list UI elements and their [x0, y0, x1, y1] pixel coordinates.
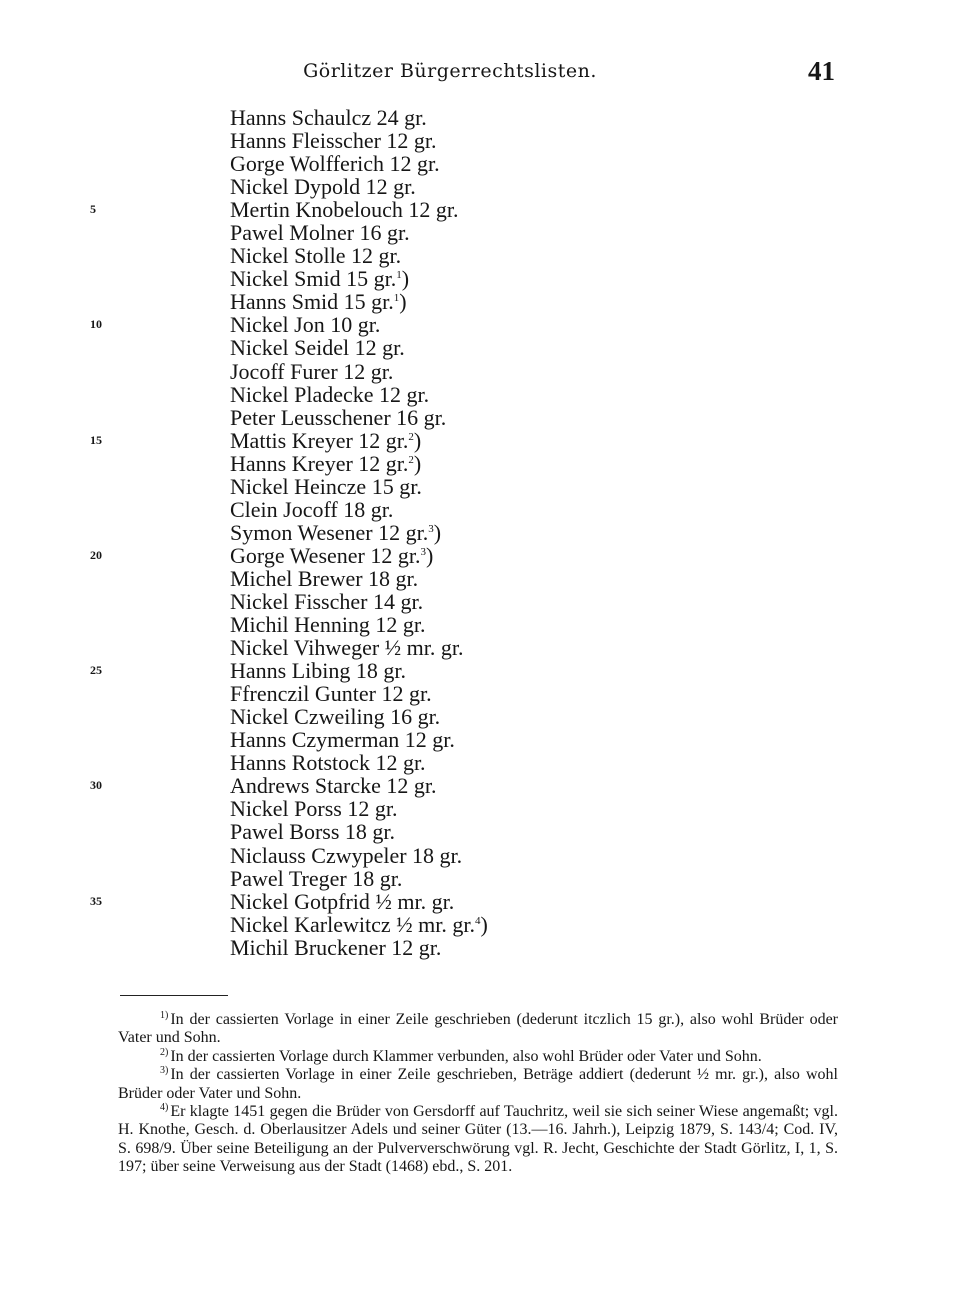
entry-name-amount: Clein Jocoff 18 gr.	[230, 496, 394, 522]
entry-text	[230, 544, 433, 567]
entry-name-amount: Hanns Libing 18 gr.	[230, 658, 406, 684]
entry-name-amount: Nickel Smid 15 gr.	[230, 266, 397, 292]
entry-name-amount: Michil Bruckener 12 gr.	[230, 934, 442, 960]
entry-text	[230, 682, 432, 705]
citizen-list	[0, 106, 960, 959]
running-head: Görlitzer Bürgerrechtslisten.	[303, 60, 597, 82]
page-number: 41	[808, 56, 835, 86]
list-item	[0, 659, 960, 682]
footnote-paren: )	[401, 266, 410, 292]
footnote-text: In der cassierten Vorlage in einer Zeile geschrieben, Beträge addiert (dederunt ½ mr. gr.), also wohl Brüder oder Vater und Sohn.	[118, 1066, 838, 1102]
list-item	[0, 475, 960, 498]
footnote-text: In der cassierten Vorlage in einer Zeile geschrieben (dederunt itczlich 15 gr.), also wohl Brüder oder Vater und Sohn.	[118, 1011, 838, 1047]
list-item	[0, 198, 960, 221]
list-item	[0, 244, 960, 267]
entry-name-amount: Hanns Schaulcz 24 gr.	[230, 105, 427, 130]
list-item	[0, 383, 960, 406]
entry-text	[230, 221, 410, 244]
entry-name-amount: Nickel Stolle 12 gr.	[230, 243, 402, 269]
entry-text	[230, 774, 437, 797]
list-item	[0, 728, 960, 751]
entry-text	[230, 890, 454, 913]
footnote-ref: 3	[420, 545, 426, 558]
footnote	[118, 1048, 838, 1066]
entry-name-amount: Gorge Wesener 12 gr.	[230, 542, 421, 568]
entry-text	[230, 244, 401, 267]
footnote-paren: )	[413, 450, 422, 476]
entry-text	[230, 383, 429, 406]
entry-name-amount: Nickel Pladecke 12 gr.	[230, 381, 430, 407]
list-item	[0, 567, 960, 590]
list-item	[0, 936, 960, 959]
footnote	[118, 1103, 838, 1177]
footnote-paren: )	[433, 519, 442, 545]
entry-text	[230, 867, 402, 890]
list-item	[0, 797, 960, 820]
entry-text	[230, 705, 440, 728]
list-item	[0, 429, 960, 452]
footnote-paren: )	[480, 911, 488, 937]
entry-text	[230, 360, 393, 383]
footnote-ref: 2	[408, 453, 414, 466]
list-item	[0, 498, 960, 521]
entry-text	[230, 198, 459, 221]
footnote-paren: )	[399, 289, 407, 315]
entry-text	[230, 797, 397, 820]
list-item	[0, 705, 960, 728]
entry-name-amount: Nickel Dypold 12 gr.	[230, 174, 416, 200]
list-item	[0, 129, 960, 152]
list-item	[0, 106, 960, 129]
entry-name-amount: Hanns Smid 15 gr.	[230, 289, 394, 315]
entry-text	[230, 913, 488, 936]
line-number: 10	[90, 317, 102, 332]
entry-text	[230, 290, 407, 313]
entry-text	[230, 659, 406, 682]
entry-text	[230, 175, 416, 198]
list-item	[0, 267, 960, 290]
list-item	[0, 175, 960, 198]
entry-name-amount: Nickel Gotpfrid ½ mr. gr.	[230, 888, 455, 914]
entry-name-amount: Symon Wesener 12 gr.	[230, 519, 429, 545]
entry-name-amount: Jocoff Furer 12 gr.	[230, 358, 394, 384]
list-item	[0, 406, 960, 429]
entry-name-amount: Andrews Starcke 12 gr.	[230, 773, 437, 799]
entry-text	[230, 106, 427, 129]
entry-name-amount: Hanns Kreyer 12 gr.	[230, 450, 409, 476]
list-item	[0, 820, 960, 843]
entry-name-amount: Hanns Fleisscher 12 gr.	[230, 128, 437, 154]
entry-text	[230, 936, 441, 959]
entry-name-amount: Nickel Karlewitcz ½ mr. gr.	[230, 911, 475, 937]
entry-text	[230, 636, 464, 659]
entry-text	[230, 613, 426, 636]
entry-text	[230, 590, 423, 613]
footnote	[118, 1011, 838, 1048]
entry-name-amount: Peter Leusschener 16 gr.	[230, 404, 447, 430]
list-item	[0, 336, 960, 359]
list-item	[0, 774, 960, 797]
entry-name-amount: Nickel Porss 12 gr.	[230, 796, 398, 822]
entry-text	[230, 129, 437, 152]
page-header	[0, 56, 960, 90]
entry-name-amount: Michel Brewer 18 gr.	[230, 565, 419, 591]
entry-text	[230, 498, 393, 521]
list-item	[0, 152, 960, 175]
entry-text	[230, 336, 405, 359]
entry-name-amount: Nickel Fisscher 14 gr.	[230, 588, 424, 614]
entry-text	[230, 751, 426, 774]
footnote-divider	[120, 995, 228, 996]
entry-name-amount: Nickel Jon 10 gr.	[230, 312, 381, 338]
entry-name-amount: Hanns Czymerman 12 gr.	[230, 727, 455, 753]
entry-text	[230, 267, 409, 290]
entry-text	[230, 452, 421, 475]
entry-name-amount: Nickel Czweiling 16 gr.	[230, 704, 441, 730]
list-item	[0, 751, 960, 774]
entry-name-amount: Pawel Treger 18 gr.	[230, 865, 403, 891]
entry-name-amount: Niclauss Czwypeler 18 gr.	[230, 842, 463, 868]
entry-name-amount: Nickel Seidel 12 gr.	[230, 335, 405, 361]
footnotes	[118, 1011, 838, 1177]
list-item	[0, 452, 960, 475]
entry-name-amount: Nickel Heincze 15 gr.	[230, 473, 422, 499]
footnote-paren: )	[425, 542, 434, 568]
entry-name-amount: Nickel Vihweger ½ mr. gr.	[230, 635, 464, 661]
entry-text	[230, 844, 462, 867]
entry-name-amount: Mattis Kreyer 12 gr.	[230, 427, 409, 453]
list-item	[0, 636, 960, 659]
footnote-ref: 2	[408, 430, 414, 443]
footnote	[118, 1066, 838, 1103]
footnote-text: Er klagte 1451 gegen die Brüder von Gersdorff auf Tauchritz, weil sie sich seiner Wiese angemaßt; vgl. H. Knothe, Gesch. d. Oberlausitzer Adels und seiner Güter (13.—16. Jahrh.), Leipzig 1879, S. 143/4; Cod. IV, S. 698/9. Über seine Beteiligung an der Pulververschwörung vgl. R. Jecht, Geschichte der Stadt Görlitz, I, 1, S. 197; über seine Verweisung aus der Stadt (1468) ebd., S. 201.	[118, 1103, 838, 1176]
footnote-mark: 4)	[160, 1102, 169, 1114]
footnote-ref: 3	[428, 522, 434, 535]
footnote-ref: 1	[393, 292, 400, 305]
list-item	[0, 590, 960, 613]
footnote-mark: 1)	[160, 1010, 169, 1021]
entry-text	[230, 521, 441, 544]
entry-name-amount: Gorge Wolfferich 12 gr.	[230, 151, 440, 177]
list-item	[0, 682, 960, 705]
list-item	[0, 613, 960, 636]
list-item	[0, 913, 960, 936]
list-item	[0, 844, 960, 867]
entry-name-amount: Hanns Rotstock 12 gr.	[230, 750, 426, 776]
entry-name-amount: Mertin Knobelouch 12 gr.	[230, 197, 459, 223]
footnote-ref: 1	[396, 269, 402, 282]
footnote-ref: 4	[474, 914, 481, 927]
entry-text	[230, 406, 446, 429]
line-number: 30	[90, 778, 102, 793]
entry-name-amount: Pawel Borss 18 gr.	[230, 819, 395, 845]
line-number: 20	[90, 547, 102, 562]
list-item	[0, 521, 960, 544]
entry-text	[230, 475, 422, 498]
list-item	[0, 313, 960, 336]
list-item	[0, 221, 960, 244]
entry-text	[230, 429, 421, 452]
footnote-paren: )	[413, 427, 422, 453]
footnote-text: In der cassierten Vorlage durch Klammer verbunden, also wohl Brüder oder Vater und Sohn.	[170, 1047, 762, 1065]
line-number: 5	[90, 202, 96, 217]
entry-name-amount: Pawel Molner 16 gr.	[230, 220, 410, 246]
line-number: 25	[90, 663, 102, 678]
list-item	[0, 290, 960, 313]
entry-text	[230, 820, 395, 843]
entry-name-amount: Ffrenczil Gunter 12 gr.	[230, 681, 432, 707]
entry-text	[230, 567, 418, 590]
entry-name-amount: Michil Henning 12 gr.	[230, 612, 426, 638]
entry-text	[230, 728, 455, 751]
line-number: 15	[90, 432, 102, 447]
list-item	[0, 544, 960, 567]
line-number: 35	[90, 893, 102, 908]
list-item	[0, 360, 960, 383]
list-item	[0, 867, 960, 890]
footnote-mark: 3)	[160, 1065, 169, 1077]
entry-text	[230, 313, 380, 336]
footnote-mark: 2)	[160, 1046, 169, 1058]
entry-text	[230, 152, 440, 175]
list-item	[0, 890, 960, 913]
